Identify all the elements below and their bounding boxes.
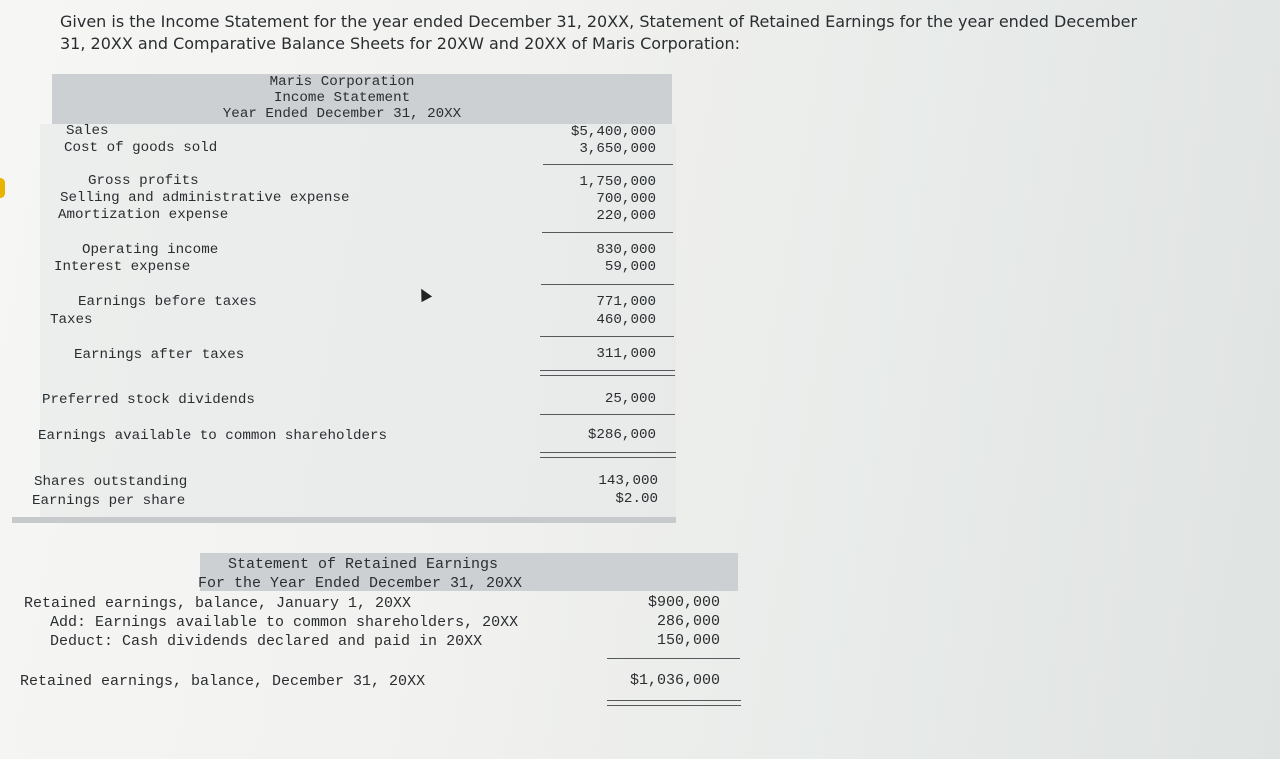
label-earnings-after-taxes: Earnings after taxes <box>74 347 245 363</box>
label-sales: Sales <box>66 123 109 139</box>
rule-after-cogs <box>543 164 673 165</box>
value-gross-profits: 1,750,000 <box>579 174 656 190</box>
scroll-indicator <box>0 178 5 198</box>
value-amortization: 220,000 <box>596 208 656 224</box>
value-re-beginning: $900,000 <box>647 594 720 611</box>
income-statement-bottom-band <box>12 517 676 523</box>
label-operating-income: Operating income <box>82 242 219 258</box>
rule-after-interest <box>541 284 674 285</box>
label-re-add: Add: Earnings available to common shareholders, 20XX <box>50 614 519 631</box>
value-operating-income: 830,000 <box>596 242 656 258</box>
value-cogs: 3,650,000 <box>579 141 656 157</box>
intro-text: Given is the Income Statement for the year ended December 31, 20XX, Statement of Retained Earnings for the year ended December 31, 20XX and Comparative Balance Sheets for 20XW and 20XX of Maris Corporation: <box>60 12 1138 53</box>
label-gross-profits: Gross profits <box>88 173 199 189</box>
label-earnings-available-common: Earnings available to common shareholders <box>38 428 388 444</box>
label-taxes: Taxes <box>50 312 93 328</box>
value-re-deduct: 150,000 <box>656 632 720 649</box>
retained-earnings-period: For the Year Ended December 31, 20XX <box>198 575 523 592</box>
statement-period: Year Ended December 31, 20XX <box>222 106 462 122</box>
label-earnings-per-share: Earnings per share <box>32 493 186 509</box>
double-rule-after-eac <box>540 452 676 458</box>
label-amortization: Amortization expense <box>58 207 229 223</box>
statement-title: Income Statement <box>273 90 411 106</box>
rule-after-amortization <box>542 232 673 233</box>
value-interest-expense: 59,000 <box>604 259 656 275</box>
value-re-add: 286,000 <box>656 613 720 630</box>
value-earnings-available-common: $286,000 <box>587 427 656 443</box>
company-name: Maris Corporation <box>269 74 415 90</box>
label-re-ending: Retained earnings, balance, December 31, 20XX <box>20 673 426 690</box>
label-preferred-dividends: Preferred stock dividends <box>42 392 255 408</box>
double-rule-after-re-ending <box>607 700 741 706</box>
rule-after-preferred <box>540 414 675 415</box>
label-selling-admin: Selling and administrative expense <box>60 190 350 206</box>
value-earnings-after-taxes: 311,000 <box>596 346 656 362</box>
rule-after-deduct <box>607 658 740 659</box>
value-shares-outstanding: 143,000 <box>598 473 658 489</box>
label-cogs: Cost of goods sold <box>64 140 218 156</box>
label-shares-outstanding: Shares outstanding <box>34 474 188 490</box>
retained-earnings-title: Statement of Retained Earnings <box>228 556 499 573</box>
value-taxes: 460,000 <box>596 312 656 328</box>
value-sales: $5,400,000 <box>570 124 656 140</box>
label-interest-expense: Interest expense <box>54 259 191 275</box>
label-re-beginning: Retained earnings, balance, January 1, 20XX <box>24 595 412 612</box>
label-earnings-before-taxes: Earnings before taxes <box>78 294 257 310</box>
value-earnings-before-taxes: 771,000 <box>596 294 656 310</box>
double-rule-after-eat <box>540 370 675 376</box>
value-re-ending: $1,036,000 <box>629 672 720 689</box>
label-re-deduct: Deduct: Cash dividends declared and paid in 20XX <box>50 633 483 650</box>
value-selling-admin: 700,000 <box>596 191 656 207</box>
rule-after-taxes <box>540 336 674 337</box>
value-earnings-per-share: $2.00 <box>615 491 658 507</box>
value-preferred-dividends: 25,000 <box>604 391 656 407</box>
